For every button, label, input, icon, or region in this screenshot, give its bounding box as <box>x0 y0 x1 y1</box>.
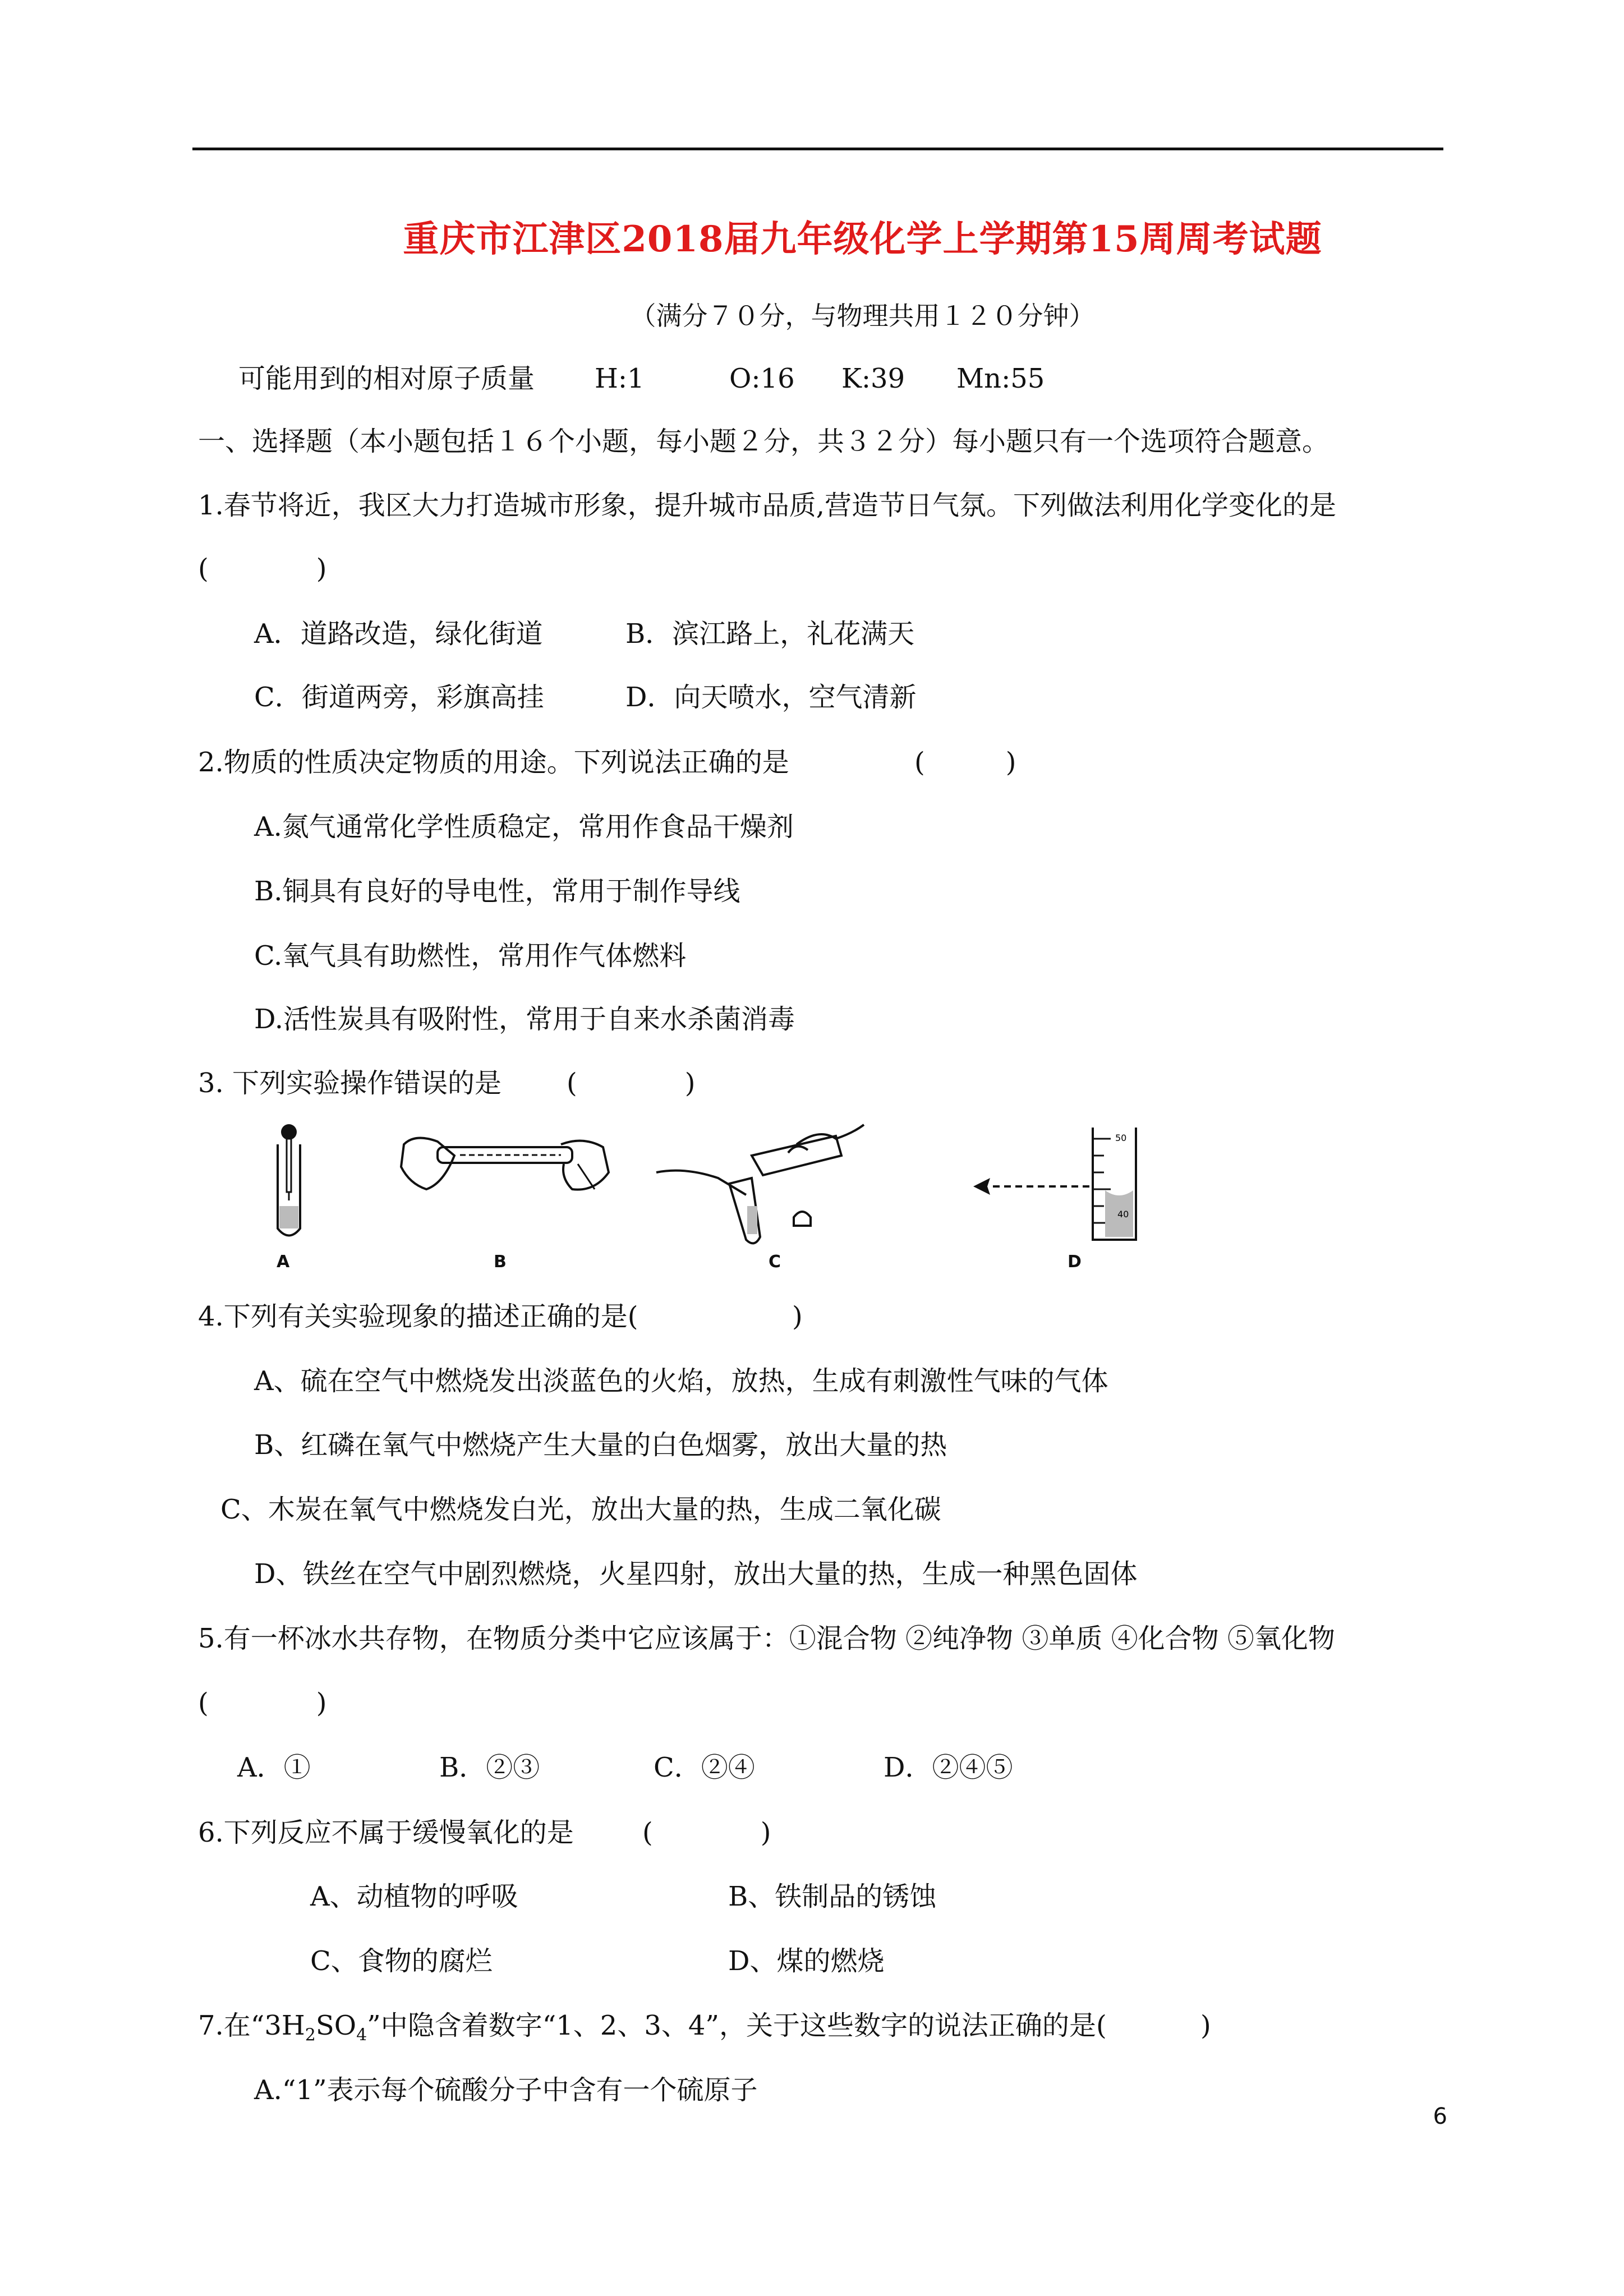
page-title: 重庆市江津区2018届九年级化学上学期第15周周考试题 <box>403 218 1322 260</box>
experiment-figures <box>264 1122 1217 1290</box>
question-2-option-b: B.铜具有良好的导电性，常用于制作导线 <box>254 876 740 907</box>
reading-cylinder-figure <box>970 1122 1161 1251</box>
question-4-stem: 4.下列有关实验现象的描述正确的是( <box>198 1301 638 1332</box>
question-5-option-b: B．②③ <box>439 1752 540 1783</box>
question-4-answer-paren: ) <box>792 1301 803 1332</box>
question-4-option-d: D、铁丝在空气中剧烈燃烧，火星四射，放出大量的热，生成一种黑色固体 <box>254 1558 1138 1590</box>
question-5-answer-paren: ( ) <box>198 1687 327 1719</box>
question-6-stem: 6.下列反应不属于缓慢氧化的是 <box>198 1817 574 1848</box>
hands-holding-tube-figure <box>393 1122 617 1251</box>
question-5-option-a: A．① <box>237 1752 311 1783</box>
question-4-option-c: C、木炭在氧气中燃烧发白光，放出大量的热，生成二氧化碳 <box>220 1494 941 1525</box>
question-6-option-c: C、食物的腐烂 <box>310 1945 493 1977</box>
question-5-stem: 5.有一杯冰水共存物，在物质分类中它应该属于：①混合物 ②纯净物 ③单质 ④化合物 ⑤氧化物 <box>198 1623 1335 1654</box>
question-2-option-d: D.活性炭具有吸附性，常用于自来水杀菌消毒 <box>254 1004 795 1035</box>
question-1-option-d: D．向天喷水，空气清新 <box>625 682 917 713</box>
page-subtitle: （满分７０分，与物理共用１２０分钟） <box>630 301 1095 331</box>
mass-k: K:39 <box>841 363 905 394</box>
mass-o: O:16 <box>729 363 795 394</box>
figure-label-d: D <box>1068 1252 1082 1272</box>
question-1-option-a: A．道路改造，绿化街道 <box>254 618 543 650</box>
pouring-reagent-figure <box>651 1122 875 1251</box>
header-rule <box>192 148 1443 150</box>
cylinder-scale-40: 40 <box>1117 1209 1129 1220</box>
question-2-option-a: A.氮气通常化学性质稳定，常用作食品干燥剂 <box>254 811 794 843</box>
question-4-option-a: A、硫在空气中燃烧发出淡蓝色的火焰，放热，生成有刺激性气味的气体 <box>254 1365 1108 1397</box>
question-1-option-c: C．街道两旁，彩旗高挂 <box>254 682 544 713</box>
question-7-option-a: A.“1”表示每个硫酸分子中含有一个硫原子 <box>254 2074 758 2106</box>
figure-label-b: B <box>494 1252 507 1272</box>
question-5-option-d: D．②④⑤ <box>884 1752 1013 1783</box>
question-4-option-b: B、红磷在氧气中燃烧产生大量的白色烟雾，放出大量的热 <box>254 1429 947 1461</box>
figure-label-c: C <box>769 1252 781 1272</box>
question-6-option-d: D、煤的燃烧 <box>728 1945 885 1977</box>
question-7-stem: 7.在“$3H_2SO_4$”中隐含着数字“1、2、3、4”，关于这些数字的说法正确的是( <box>198 2010 1107 2045</box>
question-6-answer-paren: ( ) <box>642 1817 771 1848</box>
page-number: 6 <box>1433 2104 1447 2129</box>
question-6-option-a: A、动植物的呼吸 <box>310 1881 518 1912</box>
masses-label: 可能用到的相对原子质量 <box>238 363 535 394</box>
question-2-stem: 2.物质的性质决定物质的用途。下列说法正确的是 <box>198 747 789 778</box>
mass-mn: Mn:55 <box>956 363 1045 394</box>
question-2-option-c: C.氧气具有助燃性，常用作气体燃料 <box>254 940 687 972</box>
mass-h: H:1 <box>595 363 645 394</box>
question-1-answer-paren: ( ) <box>198 553 327 585</box>
question-1-stem: 1.春节将近，我区大力打造城市形象，提升城市品质,营造节日气氛。下列做法利用化学变化的是 <box>198 490 1337 521</box>
question-6-option-b: B、铁制品的锈蚀 <box>728 1881 937 1912</box>
question-3-answer-paren: ( ) <box>567 1068 696 1099</box>
section-heading: 一、选择题（本小题包括１６个小题，每小题２分，共３２分）每小题只有一个选项符合题意。 <box>198 426 1329 457</box>
figure-label-a: A <box>277 1252 290 1272</box>
question-3-stem: 3. 下列实验操作错误的是 <box>198 1068 502 1099</box>
question-1-option-b: B．滨江路上，礼花满天 <box>625 618 915 650</box>
question-7-answer-paren: ) <box>1200 2010 1211 2041</box>
cylinder-scale-50: 50 <box>1115 1133 1127 1143</box>
question-2-answer-paren: ( ) <box>914 747 1016 778</box>
dropper-test-tube-figure <box>264 1122 314 1251</box>
question-5-option-c: C．②④ <box>654 1752 755 1783</box>
